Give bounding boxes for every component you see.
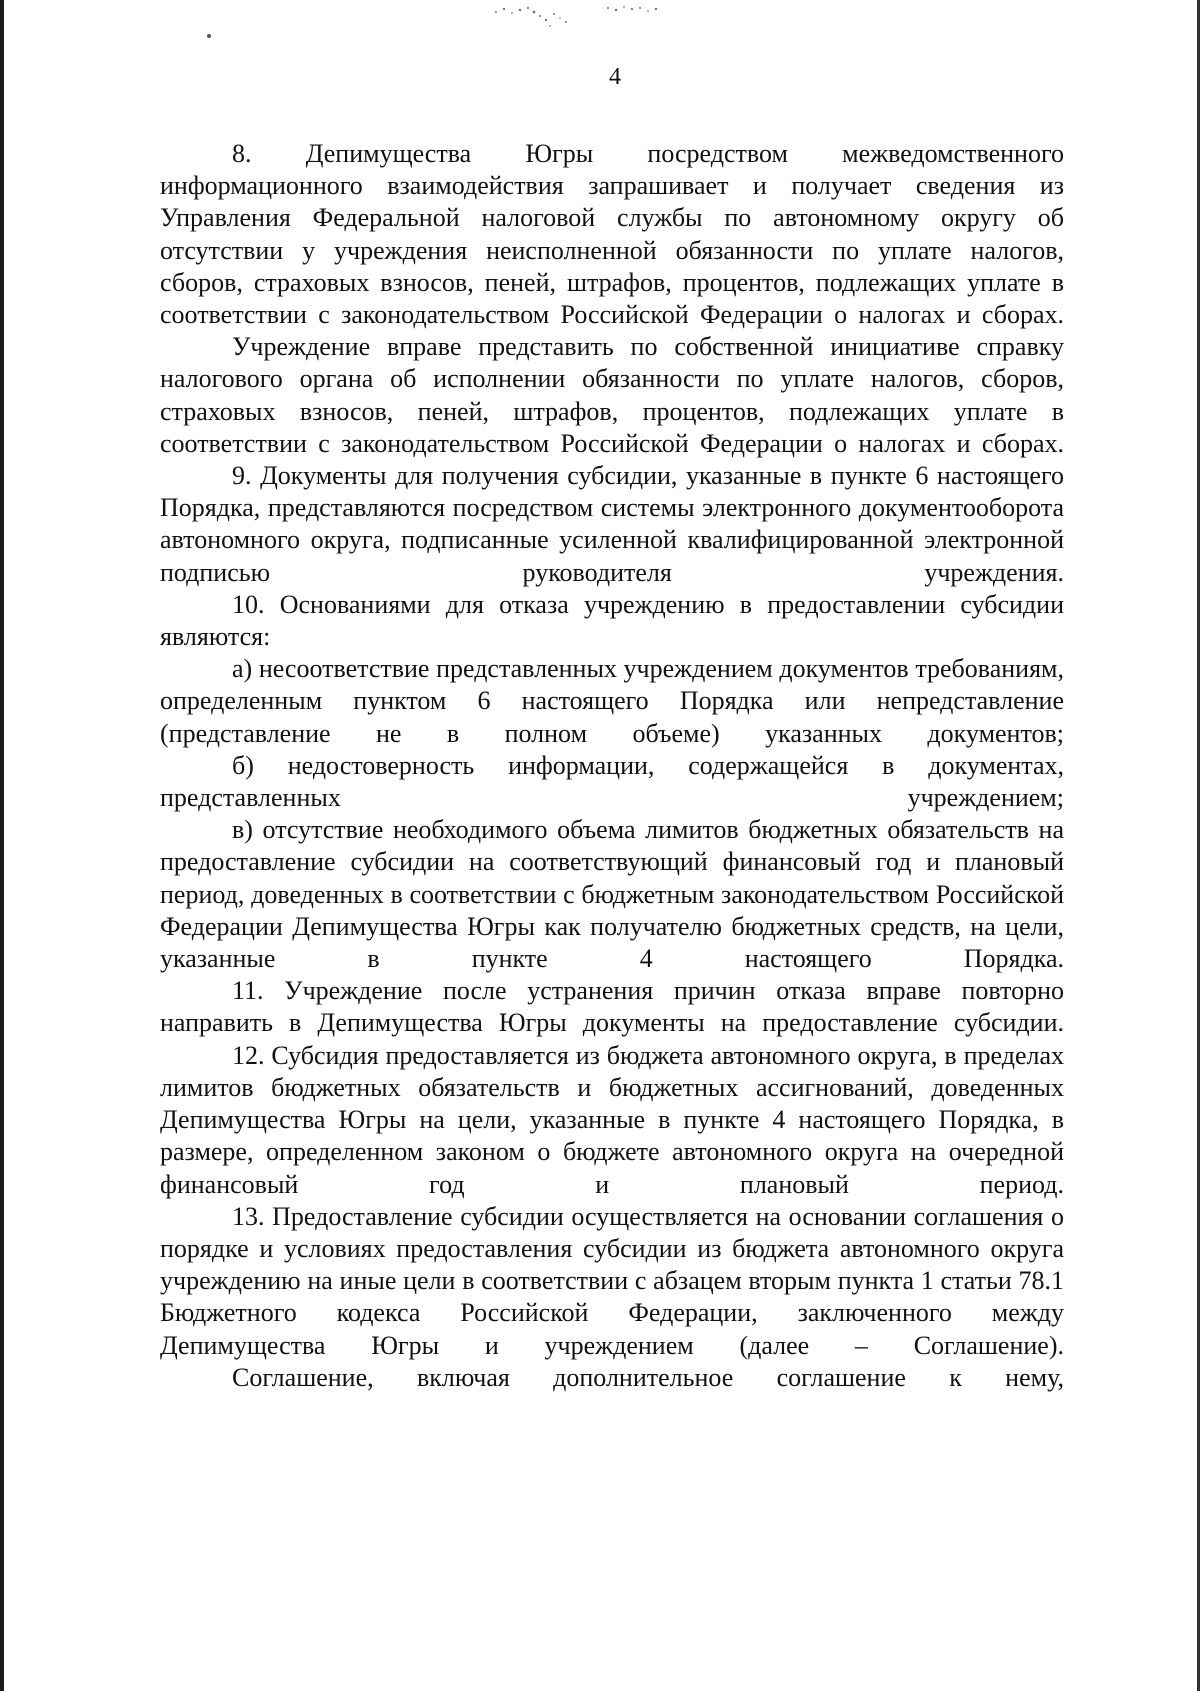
paragraph-item-11: 11. Учреждение после устранения причин отказа вправе повторно направить в Депимущества Югры документы на предоставление субсидии. [160,976,1064,1038]
scan-left-edge [0,0,4,1691]
scan-speck [207,34,211,38]
page-number: 4 [609,64,621,90]
paragraph-item-13: 13. Предоставление субсидии осуществляется на основании соглашения о порядке и условиях предоставления субсидии из бюджета автономного округа учреждению на иные цели в соответствии с абзацем вторым пункта 1 статьи 78.1 Бюджетного кодекса Российской Федерации, заключенного между Депимущества Югры и учреждением (далее – Соглашение). [160,1201,1064,1360]
paragraph-subitem-v: в) отсутствие необходимого объема лимитов бюджетных обязательств на предоставление субсидии на соответствующий финансовый год и плановый период, доведенных в соответствии с бюджетным законодательством Российской Федерации Депимущества Югры как получателю бюджетных средств, на цели, указанные в пункте 4 настоящего Порядка. [160,815,1064,974]
paragraph-item-8: 8. Депимущества Югры посредством межведомственного информационного взаимодействия запрашивает и получает сведения из Управления Федеральной налоговой службы по автономному округу об отсутствии у учреждения неисполненной обязанности по уплате налогов, сборов, страховых взносов, пеней, штрафов, процентов, подлежащих уплате в соответствии с законодательством Российской Федерации о налогах и сборах. [160,139,1064,330]
paragraph-item-12: 12. Субсидия предоставляется из бюджета автономного округа, в пределах лимитов бюджетных обязательств и бюджетных ассигнований, доведенных Депимущества Югры на цели, указанные в пункте 4 настоящего Порядка, в размере, определенном законом о бюджете автономного округа на очередной финансовый год и плановый период. [160,1040,1064,1199]
paragraph-tax-certificate: Учреждение вправе представить по собственной инициативе справку налогового органа об исполнении обязанности по уплате налогов, сборов, страховых взносов, пеней, штрафов, процентов, подлежащих уплате в соответствии с законодательством Российской Федерации о налогах и сборах. [160,332,1064,458]
document-body [160,138,1064,1394]
paragraph-subitem-a: а) несоответствие представленных учреждением документов требованиям, определенным пунктом 6 настоящего Порядка или непредставление (представление не в полном объеме) указанных документов; [160,654,1064,748]
paragraph-item-10: 10. Основаниями для отказа учреждению в предоставлении субсидии являются: [160,589,1064,652]
paragraph-subitem-b: б) недостоверность информации, содержащейся в документах, представленных учреждением; [160,750,1064,813]
paragraph-agreement-continued: Соглашение, включая дополнительное соглашение к нему, [232,1362,1064,1392]
scan-artifact [490,0,700,34]
paragraph-item-9: 9. Документы для получения субсидии, указанные в пункте 6 настоящего Порядка, представляются посредством системы электронного документооборота автономного округа, подписанные усиленной квалифицированной электронной подписью руководителя учреждения. [160,461,1064,587]
